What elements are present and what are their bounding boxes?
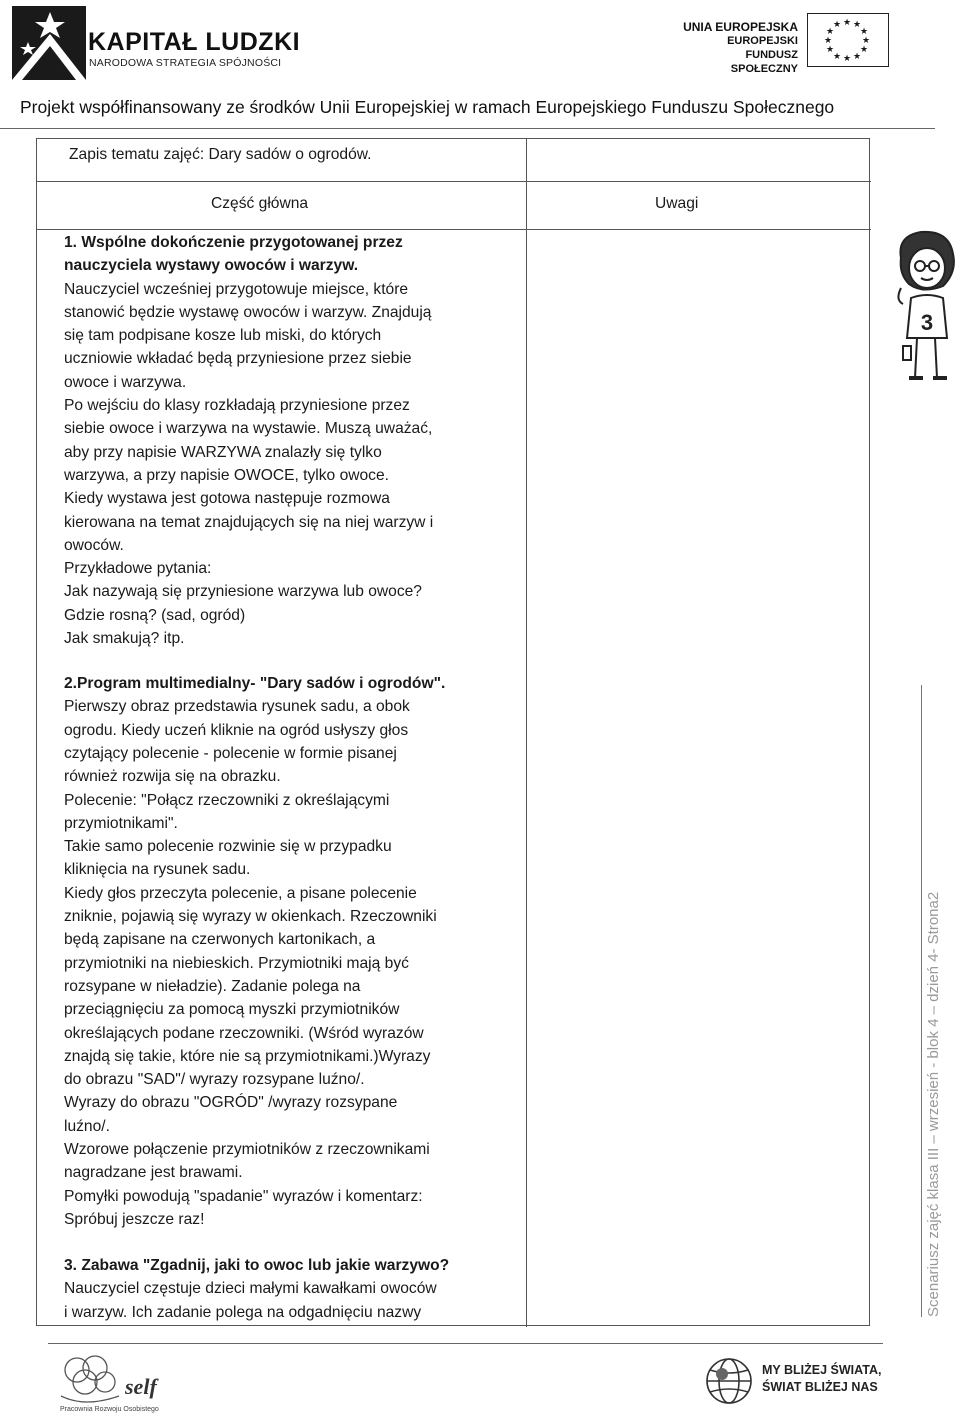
mascot-girl-illustration [893, 228, 960, 388]
eu-line-1: UNIA EUROPEJSKA [683, 20, 798, 34]
text-line: się tam podpisane kosze lub miski, do których [64, 327, 382, 345]
text-line: Gdzie rosną? (sad, ogród) [64, 606, 246, 624]
text-line: Wyrazy do obrazu "OGRÓD" /wyrazy rozsypane [64, 1094, 398, 1112]
text-line: Pomyłki powodują "spadanie" wyrazów i komentarz: [64, 1187, 423, 1205]
text-line: kierowana na temat znajdujących się na niej warzyw i [64, 513, 434, 531]
text-line: znajdą się takie, które nie są przymiotnikami.)Wyrazy [64, 1047, 431, 1065]
text-line: owoce i warzywa. [64, 373, 187, 391]
text-line: ogrodu. Kiedy uczeń kliknie na ogród usłyszy głos [64, 721, 409, 739]
svg-text:★: ★ [823, 36, 833, 46]
text-line: określających podane rzeczowniki. (Wśród wyrazów [64, 1024, 424, 1042]
text-line: czytający polecenie - polecenie w formie pisanej [64, 744, 397, 762]
svg-text:★: ★ [861, 36, 871, 46]
mbs-line-2: ŚWIAT BLIŻEJ NAS [762, 1380, 878, 1394]
text-line: nagradzane jest brawami. [64, 1164, 243, 1182]
svg-text:★: ★ [852, 52, 862, 62]
text-line: luźno/. [64, 1117, 110, 1135]
section-1-title-line: nauczyciela wystawy owoców i warzyw. [64, 257, 359, 275]
text-line: Nauczyciel częstuje dzieci małymi kawałkami owoców [64, 1280, 437, 1298]
text-line: do obrazu "SAD"/ wyrazy rozsypane luźno/. [64, 1071, 365, 1089]
column-header-notes: Uwagi [655, 195, 699, 212]
section-3-body [64, 1277, 437, 1324]
text-line: przymiotnikami". [64, 814, 178, 832]
text-line: i warzyw. Ich zadanie polega na odgadnięciu nazwy [64, 1303, 422, 1321]
svg-text:★: ★ [842, 54, 852, 64]
text-line: rozsypane w nieładzie). Zadanie polega na [64, 977, 361, 995]
lesson-table [36, 138, 870, 1326]
svg-text:★: ★ [859, 45, 869, 55]
svg-text:★: ★ [832, 52, 842, 62]
document-footer-note: Scenariusz zajęć klasa III – wrzesień - blok 4 – dzień 4- Strona2 [925, 891, 942, 1317]
section-1-title [64, 231, 403, 278]
row-divider-topic [37, 181, 871, 182]
self-logo-caption: Pracownia Rozwoju Osobistego [60, 1406, 159, 1413]
text-line: przeciągnięciu za pomocą myszki przymiotników [64, 1001, 400, 1019]
eu-fund-text [680, 20, 798, 76]
kapital-ludzki-title: KAPITAŁ LUDZKI [88, 28, 301, 56]
text-line: aby przy napisie WARZYWA znalazły się tylko [64, 443, 382, 461]
text-line: owoców. [64, 536, 124, 554]
text-line: Nauczyciel wcześniej przygotowuje miejsce, które [64, 280, 409, 298]
text-line: również rozwija się na obrazku. [64, 768, 281, 786]
mbs-line-1: MY BLIŻEJ ŚWIATA, [762, 1363, 882, 1377]
text-line: Spróbuj jeszcze raz! [64, 1210, 205, 1228]
text-line: zniknie, pojawią się wyrazy w okienkach. Rzeczowniki [64, 908, 437, 926]
cofinancing-statement: Projekt współfinansowany ze środków Unii Europejskiej w ramach Europejskiego Funduszu Społecznego [20, 97, 835, 117]
text-line: Kiedy wystawa jest gotowa następuje rozmowa [64, 490, 390, 508]
text-line: Kiedy głos przeczyta polecenie, a pisane polecenie [64, 884, 417, 902]
text-line: siebie owoce i warzywa na wystawie. Muszą uważać, [64, 420, 433, 438]
text-line: Polecenie: "Połącz rzeczowniki z określającymi [64, 791, 390, 809]
text-line: Pierwszy obraz przedstawia rysunek sadu, a obok [64, 698, 410, 716]
globe-logo-icon [700, 1352, 758, 1410]
svg-text:★: ★ [832, 20, 842, 30]
my-blizej-swiata-text [762, 1362, 881, 1396]
section-2-body [64, 695, 437, 1231]
text-line: Po wejściu do klasy rozkładają przyniesione przez [64, 397, 410, 415]
text-line: Jak nazywają się przyniesione warzywa lub owoce? [64, 583, 422, 601]
row-divider-header [37, 229, 871, 230]
text-line: Jak smakują? itp. [64, 630, 185, 648]
text-line: Takie samo polecenie rozwinie się w przypadku [64, 838, 392, 856]
text-line: Przykładowe pytania: [64, 560, 212, 578]
text-line: uczniowie wkładać będą przyniesione przez siebie [64, 350, 412, 368]
svg-text:★: ★ [825, 27, 835, 37]
eu-line-3: FUNDUSZ SPOŁECZNY [730, 49, 798, 75]
footer-divider [48, 1343, 883, 1344]
text-line: będą zapisane na czerwonych kartonikach, a [64, 931, 376, 949]
column-divider [526, 139, 527, 1327]
eu-flag-icon [807, 13, 889, 67]
text-line: kliknięcia na rysunek sadu. [64, 861, 251, 879]
svg-text:★: ★ [859, 27, 869, 37]
kapital-ludzki-subtitle: NARODOWA STRATEGIA SPÓJNOŚCI [89, 57, 282, 69]
section-1-body [64, 278, 433, 651]
column-header-main: Część główna [211, 195, 309, 212]
lesson-topic: Zapis tematu zajęć: Dary sadów o ogrodów. [69, 146, 372, 163]
text-line: stanowić będzie wystawę owoców i warzyw. Znajdują [64, 303, 432, 321]
section-1-title-line: 1. Wspólne dokończenie przygotowanej przez [64, 234, 403, 251]
section-2-title: 2.Program multimedialny- "Dary sadów i ogrodów". [64, 675, 446, 692]
self-logo-text: self [125, 1374, 157, 1399]
eu-line-2: EUROPEJSKI [727, 35, 798, 47]
header-divider [0, 128, 935, 129]
text-line: warzywa, a przy napisie OWOCE, tylko owoce. [64, 466, 389, 484]
svg-text:★: ★ [825, 45, 835, 55]
side-divider [921, 685, 922, 1317]
section-3-title: 3. Zabawa "Zgadnij, jaki to owoc lub jakie warzywo? [64, 1257, 450, 1274]
text-line: przymiotniki na niebieskich. Przymiotniki mają być [64, 954, 409, 972]
mascot-number: 3 [920, 310, 934, 335]
kapital-ludzki-logo [10, 4, 88, 82]
svg-text:★: ★ [852, 20, 862, 30]
text-line: Wzorowe połączenie przymiotników z rzeczownikami [64, 1141, 430, 1159]
svg-text:★: ★ [842, 18, 852, 28]
